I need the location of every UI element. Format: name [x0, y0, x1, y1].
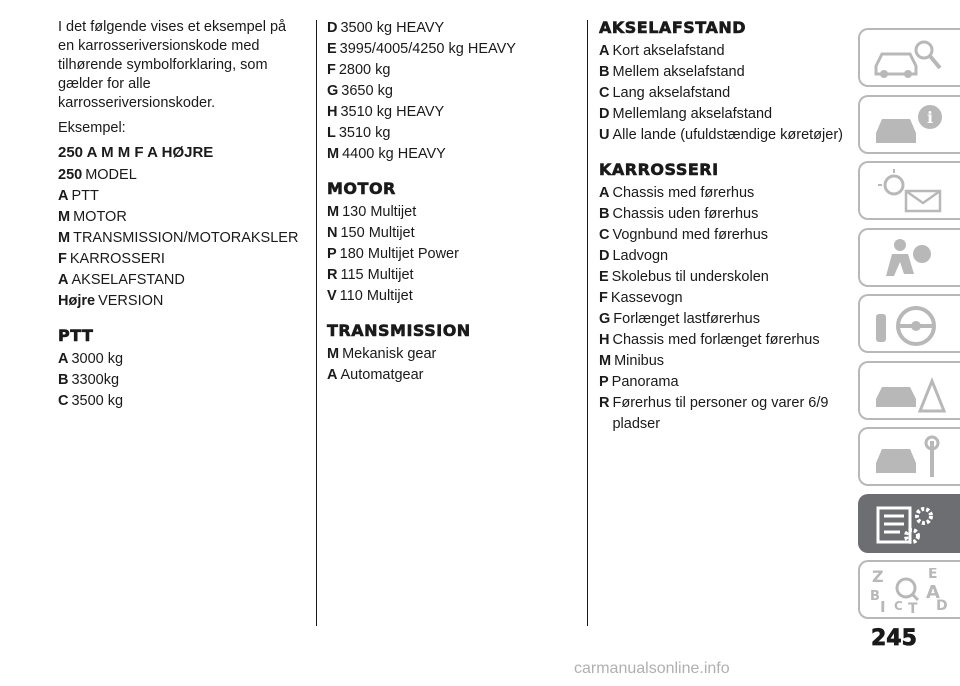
code-key: 250	[58, 167, 83, 183]
code-key: C	[599, 227, 610, 243]
list-item	[58, 207, 302, 228]
list-item	[58, 291, 302, 312]
code-value: PTT	[71, 188, 99, 204]
motor-heading: MOTOR	[327, 179, 396, 198]
code-key: H	[599, 332, 610, 348]
code-key: B	[599, 64, 610, 80]
list-item	[327, 123, 577, 144]
code-value: Mellemlang akselafstand	[612, 106, 773, 122]
code-key: M	[327, 204, 340, 220]
code-key: M	[327, 346, 340, 362]
steering-wheel-key-icon	[870, 302, 950, 348]
list-item	[327, 144, 577, 165]
list-item	[599, 351, 849, 372]
code-value: 150 Multijet	[340, 225, 415, 241]
code-key: N	[327, 225, 338, 241]
list-item	[599, 125, 849, 146]
code-value: Lang akselafstand	[612, 85, 731, 101]
code-value: Skolebus til underskolen	[611, 269, 769, 285]
code-value: Forlænget lastførerhus	[613, 311, 760, 327]
code-key: A	[58, 188, 69, 204]
watermark: carmanualsonline.info	[574, 660, 730, 677]
transmission-list	[327, 344, 577, 386]
code-value: VERSION	[98, 293, 164, 309]
code-value: 180 Multijet Power	[339, 246, 459, 262]
list-item	[58, 349, 302, 370]
car-maintenance-icon	[870, 435, 950, 481]
code-key: F	[327, 62, 336, 78]
index-letter-z: Z	[872, 568, 884, 586]
code-value: Alle lande (ufuldstændige køretøjer)	[612, 127, 843, 143]
code-value: 3995/4005/4250 kg HEAVY	[339, 41, 516, 57]
list-item	[599, 183, 849, 204]
code-value: 3650 kg	[341, 83, 393, 99]
tab-safety[interactable]	[858, 228, 960, 287]
index-letter-a: A	[926, 582, 940, 603]
code-key: E	[599, 269, 609, 285]
code-value: MOTOR	[73, 209, 127, 225]
code-value: Mellem akselafstand	[612, 64, 745, 80]
code-key: G	[327, 83, 339, 99]
code-key: D	[599, 248, 610, 264]
karrosseri-list	[599, 183, 849, 435]
code-key: M	[58, 209, 71, 225]
code-value: 3510 kg HEAVY	[340, 104, 445, 120]
tab-maintenance[interactable]	[858, 427, 960, 486]
code-value: KARROSSERI	[69, 251, 165, 267]
code-key: V	[327, 288, 337, 304]
tab-emergency[interactable]	[858, 361, 960, 420]
code-value: Chassis uden førerhus	[612, 206, 759, 222]
list-item	[327, 60, 577, 81]
list-item	[327, 286, 577, 307]
code-key: B	[58, 372, 69, 388]
code-key: D	[599, 106, 610, 122]
list-item	[327, 223, 577, 244]
code-key: H	[327, 104, 338, 120]
code-value: Ladvogn	[612, 248, 669, 264]
intro-paragraph: I det følgende vises et eksempel på en karrosseriversionskode med tilhørende symbolforklaring, som gælder for alle karrosseriversionskoder.	[58, 19, 287, 111]
tab-car-info[interactable]	[858, 95, 960, 154]
list-item	[58, 249, 302, 270]
list-item	[327, 18, 577, 39]
index-letter-i: I	[880, 598, 886, 614]
code-value: 3300kg	[71, 372, 120, 388]
ptt-list-continued	[327, 18, 577, 165]
code-value: TRANSMISSION/MOTORAKSLER	[73, 230, 299, 246]
tab-warning-lights[interactable]	[858, 161, 960, 220]
index-letter-c: C	[894, 599, 903, 613]
list-item	[599, 288, 849, 309]
example-label: Eksempel:	[58, 120, 126, 136]
code-key: A	[327, 367, 338, 383]
code-key: C	[58, 393, 69, 409]
code-key: F	[599, 290, 608, 306]
list-item	[599, 393, 849, 435]
list-item	[327, 39, 577, 60]
list-item	[599, 267, 849, 288]
code-value: Minibus	[614, 353, 665, 369]
column-2	[327, 18, 577, 386]
list-item	[599, 41, 849, 62]
akselafstand-heading: AKSELAFSTAND	[599, 18, 746, 37]
code-key: M	[599, 353, 612, 369]
list-item	[58, 228, 302, 249]
tab-starting-driving[interactable]	[858, 294, 960, 353]
code-key: F	[58, 251, 67, 267]
page-number: 245	[871, 626, 917, 651]
list-item	[58, 186, 302, 207]
akselafstand-list	[599, 41, 849, 146]
list-item	[327, 81, 577, 102]
motor-list	[327, 202, 577, 307]
list-item	[327, 265, 577, 286]
code-value: 3500 kg HEAVY	[340, 20, 445, 36]
code-value: 3000 kg	[71, 351, 124, 367]
list-item	[599, 330, 849, 351]
code-value: 115 Multijet	[340, 267, 414, 283]
karrosseri-heading: KARROSSERI	[599, 160, 719, 179]
index-letter-t: T	[908, 601, 918, 614]
svg-text:i: i	[927, 107, 934, 127]
code-key: C	[599, 85, 610, 101]
index-letter-e: E	[928, 568, 938, 582]
ptt-list	[58, 349, 302, 412]
code-key: B	[599, 206, 610, 222]
list-item	[58, 370, 302, 391]
code-value: MODEL	[85, 167, 137, 183]
list-item	[599, 204, 849, 225]
code-value: 3510 kg	[338, 125, 391, 141]
list-item	[599, 62, 849, 83]
code-value: Førerhus til personer og varer 6/9 pladser	[612, 395, 829, 432]
list-item	[58, 391, 302, 412]
column-1	[58, 18, 302, 412]
column-divider-2	[587, 20, 588, 626]
code-key: A	[58, 272, 69, 288]
list-item	[327, 244, 577, 265]
code-value: Kort akselafstand	[612, 43, 725, 59]
code-key: R	[327, 267, 338, 283]
code-value: Kassevogn	[610, 290, 683, 306]
technical-data-icon	[870, 502, 950, 548]
code-value: Automatgear	[340, 367, 424, 383]
code-key: A	[599, 43, 610, 59]
list-item	[327, 102, 577, 123]
code-value: Chassis med forlænget førerhus	[612, 332, 820, 348]
code-value: 4400 kg HEAVY	[342, 146, 446, 162]
airbag-safety-icon	[870, 236, 950, 282]
list-item	[599, 83, 849, 104]
car-info-icon	[870, 103, 950, 149]
list-item	[327, 344, 577, 365]
warning-light-message-icon	[870, 169, 950, 215]
example-code: 250 A M M F A HØJRE	[58, 144, 214, 161]
code-key: R	[599, 395, 610, 411]
code-value: 110 Multijet	[339, 288, 413, 304]
list-item	[58, 165, 302, 186]
code-key: U	[599, 127, 610, 143]
index-letter-b: B	[870, 589, 880, 604]
tab-car-search[interactable]	[858, 28, 960, 87]
list-item	[599, 246, 849, 267]
car-search-icon	[870, 36, 950, 82]
list-item	[327, 202, 577, 223]
code-legend	[58, 165, 302, 312]
code-key: A	[58, 351, 69, 367]
code-value: 130 Multijet	[342, 204, 417, 220]
ptt-heading: PTT	[58, 326, 94, 345]
list-item	[599, 225, 849, 246]
index-letter-d: D	[936, 598, 948, 614]
code-key: M	[327, 146, 340, 162]
chapter-tabs	[858, 28, 960, 627]
code-key: P	[327, 246, 337, 262]
code-value: AKSELAFSTAND	[71, 272, 185, 288]
code-value: Mekanisk gear	[342, 346, 437, 362]
list-item	[599, 372, 849, 393]
code-key: M	[58, 230, 71, 246]
emergency-triangle-icon	[870, 369, 950, 415]
code-value: 3500 kg	[71, 393, 124, 409]
column-divider-1	[316, 20, 317, 626]
column-3	[599, 18, 849, 435]
list-item	[599, 309, 849, 330]
code-value: 2800 kg	[338, 62, 391, 78]
list-item	[58, 270, 302, 291]
list-item	[327, 365, 577, 386]
code-key: D	[327, 20, 338, 36]
list-item	[599, 104, 849, 125]
code-value: Panorama	[611, 374, 679, 390]
code-value: Chassis med førerhus	[612, 185, 755, 201]
code-key: G	[599, 311, 611, 327]
code-value: Vognbund med førerhus	[612, 227, 769, 243]
tab-index[interactable]	[858, 560, 960, 619]
code-key: E	[327, 41, 337, 57]
tab-technical-data[interactable]	[858, 494, 960, 553]
code-key: A	[599, 185, 610, 201]
code-key: Højre	[58, 293, 96, 309]
transmission-heading: TRANSMISSION	[327, 321, 471, 340]
code-key: L	[327, 125, 336, 141]
alphabetical-index-icon	[870, 568, 950, 614]
code-key: P	[599, 374, 609, 390]
